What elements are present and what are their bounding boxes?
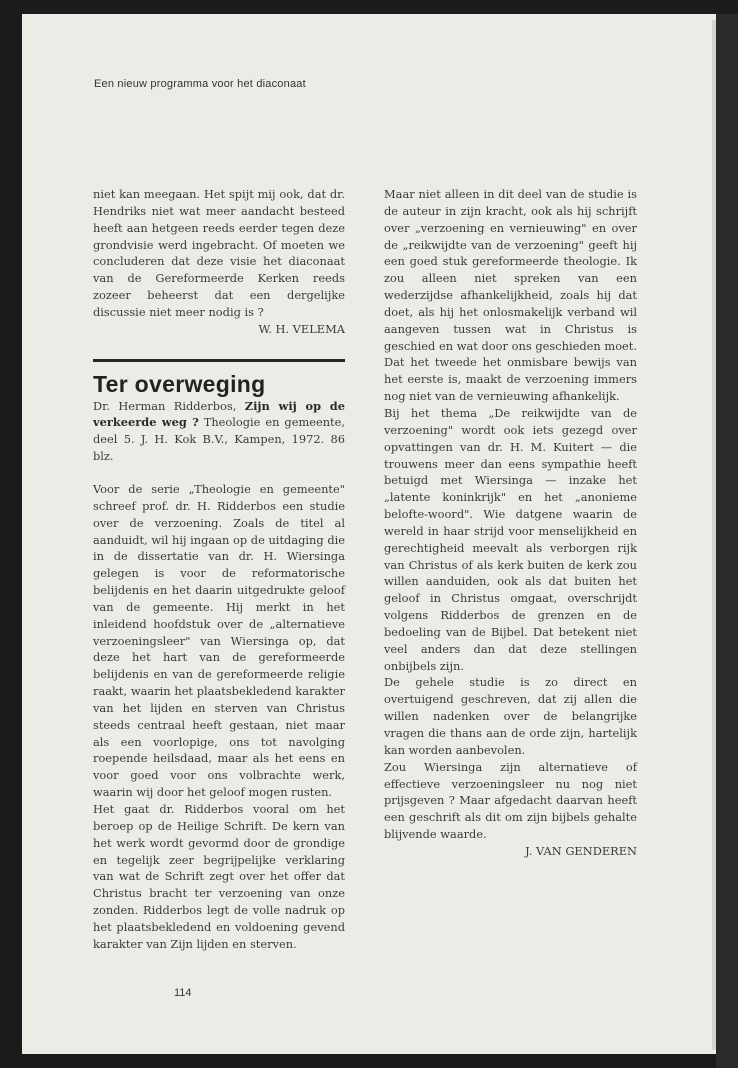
book-title: Zijn wij op de verkeerde weg ?	[93, 398, 345, 430]
left-column	[93, 186, 345, 953]
book-reference	[93, 398, 345, 465]
book-author: Dr. Herman Ridderbos,	[93, 398, 237, 413]
review-paragraph: De gehele studie is zo direct en overtuigend geschreven, dat zij allen die willen nadenken over de belangrijke vragen die thans aan de orde zijn, hartelijk kan worden aanbevolen.	[384, 675, 637, 757]
page-edge	[712, 20, 716, 1050]
review-paragraph: Bij het thema „De reikwijdte van de verzoening" wordt ook iets gezegd over opvattingen van dr. H. M. Kuitert — die trouwens meer dan eens sympathie heeft betuigd met Wiersinga — inzake het „latente koninkrijk" en het „anonieme belofte-woord". Wie datgene waarin de wereld in haar strijd voor menselijkheid en gerechtigheid meevalt als verborgen rijk van Christus of als kerk buiten de kerk zou willen aanduiden, ook als dat buiten het geloof in Christus omgaat, overschrijdt volgens Ridderbos de grenzen en de bedoeling van de Bijbel. Dat betekent niet veel anders dan dat deze stellingen onbijbels zijn.	[384, 405, 637, 673]
previous-article-signature: W. H. VELEMA	[258, 321, 345, 336]
scan-top-border	[0, 0, 738, 14]
section-divider	[93, 359, 345, 362]
review-signature: J. VAN GENDEREN	[525, 843, 637, 858]
review-paragraph: Maar niet alleen in dit deel van de studie is de auteur in zijn kracht, ook als hij schrijft over „verzoening en vernieuwing" en over de „reikwijdte van de verzoening" geeft hij een goed stuk gereformeerde theologie. Ik zou alleen niet spreken van een wederzijdse afhankelijkheid, zoals hij dat doet, als hij het onlosmakelijk verband wil aangeven tussen wat in Christus is geschied en wat door ons geschieden moet. Dat het tweede het onmisbare bewijs van het eerste is, maakt de verzoening immers nog niet van de vernieuwing afhankelijk.	[384, 187, 637, 404]
page-number: 114	[174, 987, 192, 999]
section-title: Ter overweging	[93, 370, 266, 397]
running-head: Een nieuw programma voor het diaconaat	[94, 78, 306, 90]
scan-right-border	[716, 14, 738, 1068]
previous-article-text: niet kan meegaan. Het spijt mij ook, dat dr. Hendriks niet wat meer aandacht besteed heeft aan hetgeen reeds eerder tegen deze grondvisie werd ingebracht. Of moeten we concluderen dat deze visie het diaconaat van de Gereformeerde Kerken reeds zozeer beheerst dat een dergelijke discussie niet meer nodig is ?	[93, 187, 345, 319]
right-column	[384, 186, 637, 860]
review-paragraph: Voor de serie „Theologie en gemeente" schreef prof. dr. H. Ridderbos een studie over de verzoening. Zoals de titel al aanduidt, wil hij ingaan op de uitdaging die in de dissertatie van dr. H. Wiersinga gelegen is voor de reformatorische belijdenis en het daarin uitgedrukte geloof van de gemeente. Hij merkt in het inleidend hoofdstuk over de „alternatieve verzoeningsleer" van Wiersinga op, dat deze het hart van de gereformeerde belijdenis en van de gereformeerde religie raakt, waarin het plaatsbekledend karakter van het lijden en sterven van Christus steeds centraal heeft gestaan, niet maar als een voorlopige, ons tot navolging roepende heilsdaad, maar als het eens en voor goed voor ons volbrachte werk, waarin wij door het geloof mogen rusten.	[93, 481, 345, 800]
review-paragraph: Het gaat dr. Ridderbos vooral om het beroep op de Heilige Schrift. De kern van het werk wordt gevormd door de grondige en tegelijk zeer begrijpelijke verklaring van wat de Schrift zegt over het offer dat Christus bracht ter verzoening van onze zonden. Ridderbos legt de volle nadruk op het plaatsbekledend en voldoening gevend karakter van Zijn lijden en sterven.	[93, 802, 345, 951]
book-publication: Theologie en gemeente, deel 5. J. H. Kok B.V., Kampen, 1972. 86 blz.	[93, 415, 345, 464]
review-paragraph: Zou Wiersinga zijn alternatieve of effectieve verzoeningsleer nu nog niet prijsgeven ? Maar afgedacht daarvan heeft een geschrift als dit om zijn bijbels gehalte blijvende waarde.	[384, 759, 637, 842]
